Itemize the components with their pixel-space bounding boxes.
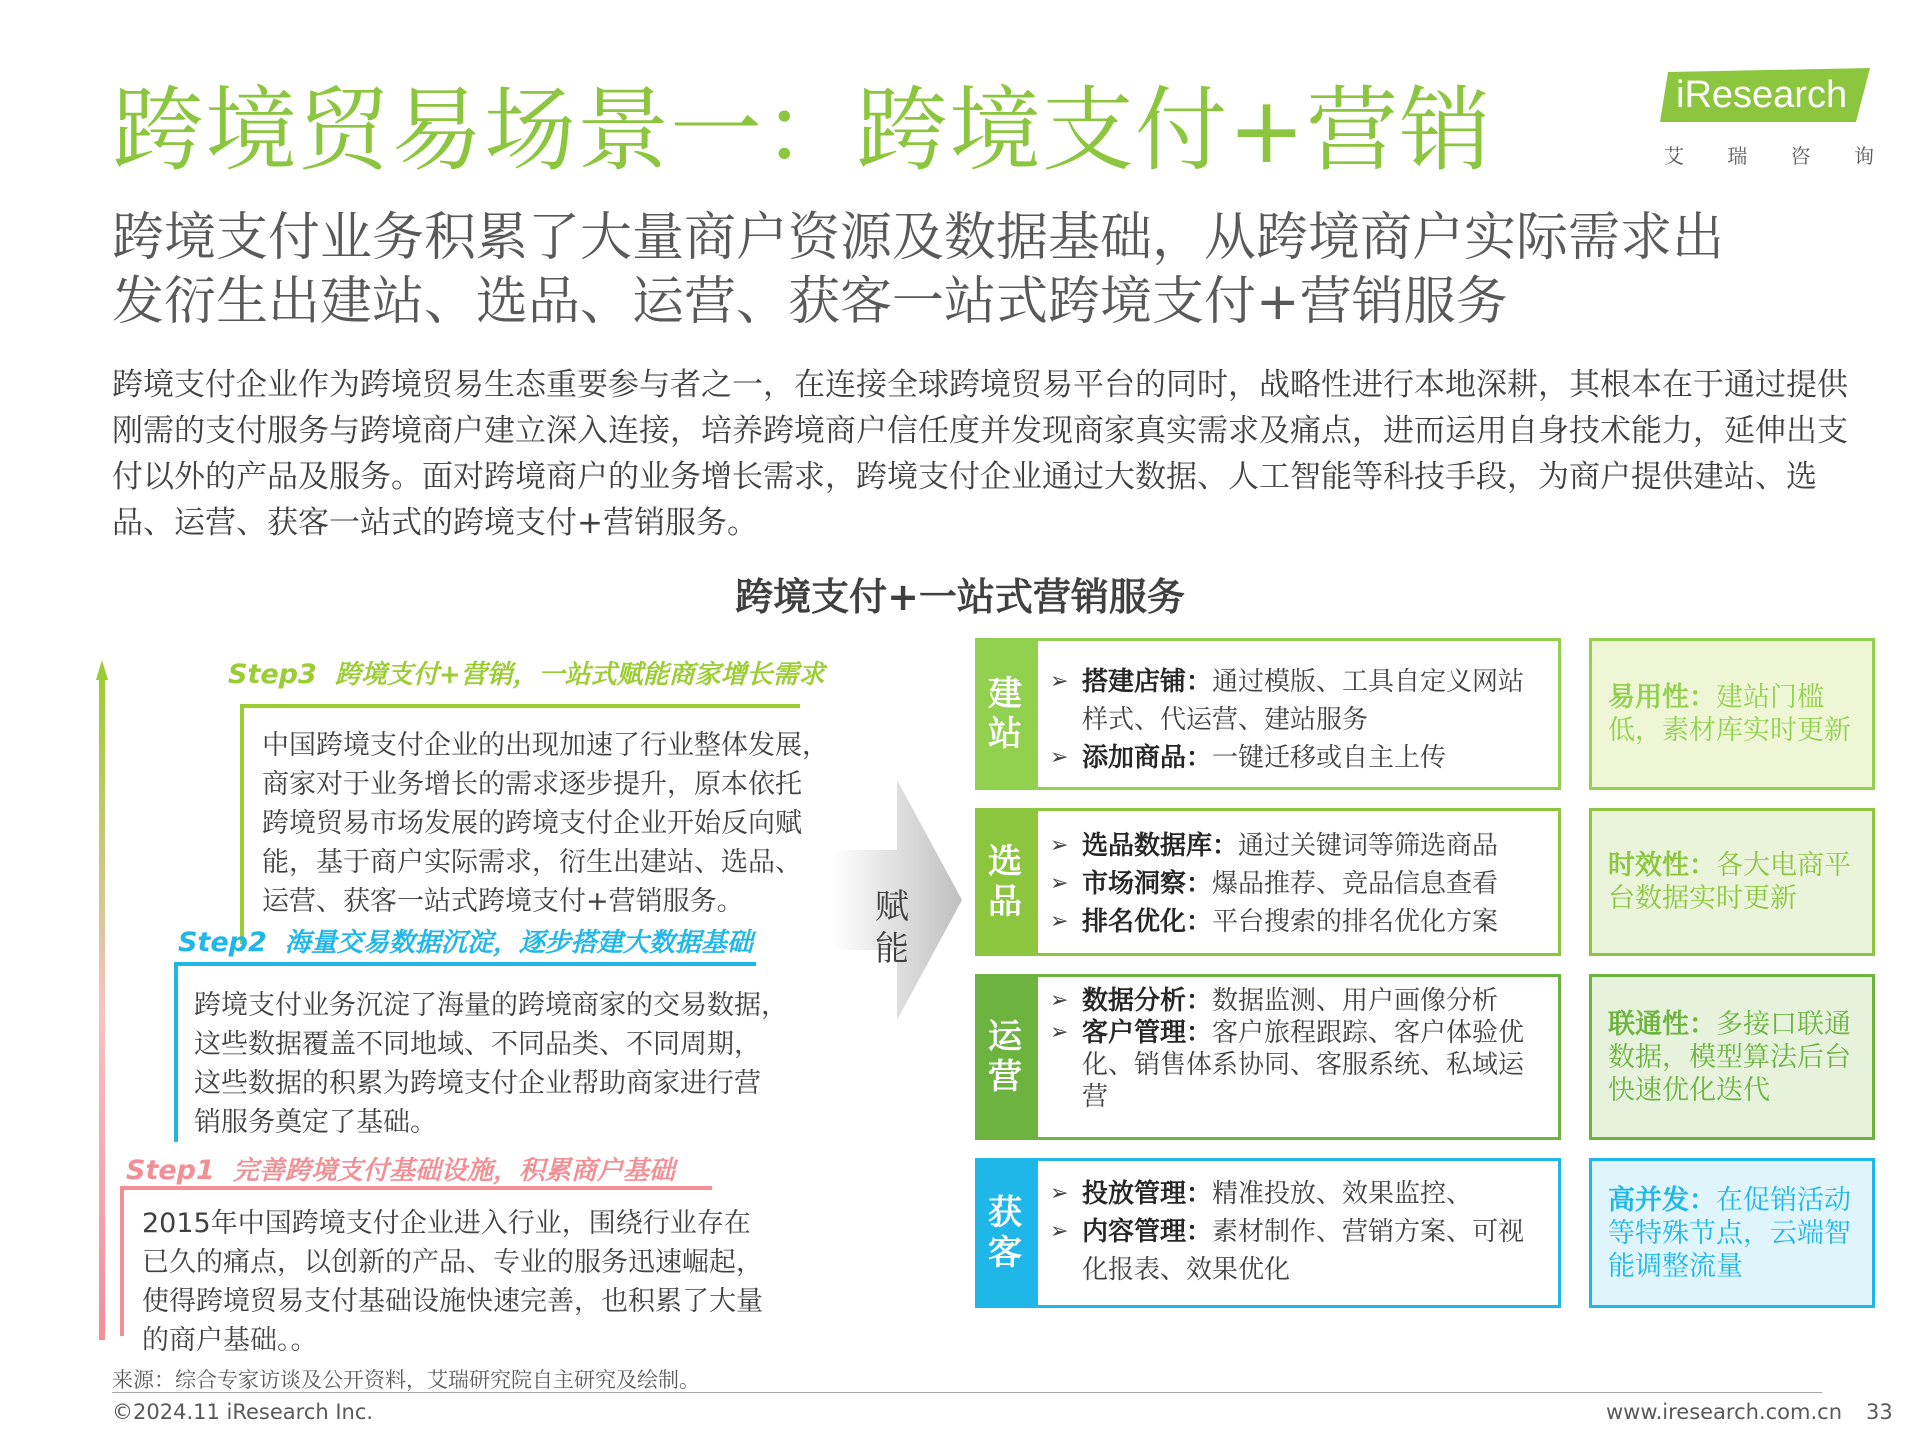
diagram-title: 跨境支付+一站式营销服务 (735, 575, 1185, 619)
category-label: 建 站 (975, 638, 1035, 790)
category-label: 选 品 (975, 808, 1035, 956)
website-link[interactable]: www.iresearch.com.cn (1606, 1400, 1843, 1424)
step3-rule (240, 704, 800, 708)
feature-list (1035, 974, 1561, 1140)
feature-list (1035, 638, 1561, 790)
feature-list (1035, 808, 1561, 956)
page-title: 跨境贸易场景一：跨境支付+营销 (112, 77, 1493, 184)
list-item: ➢ 市场洞察：爆品推荐、竞品信息查看 (1050, 865, 1548, 903)
chevron-right-icon: ➢ (1050, 833, 1069, 858)
source-note: 来源：综合专家访谈及公开资料，艾瑞研究院自主研究及绘制。 (112, 1368, 700, 1392)
benefit-box: 易用性：建站门槛低，素材库实时更新 (1589, 638, 1875, 790)
row-acquire-customer (975, 1158, 1875, 1308)
step2-rule (176, 962, 756, 966)
list-item: ➢ 添加商品：一键迁移或自主上传 (1050, 739, 1548, 777)
benefit-box: 高并发：在促销活动等特殊节点，云端智能调整流量 (1589, 1158, 1875, 1308)
step1-label: Step1 完善跨境支付基础设施，积累商户基础 (126, 1155, 675, 1186)
row-build-site (975, 638, 1875, 790)
chevron-right-icon: ➢ (1050, 1020, 1069, 1045)
list-item: ➢ 搭建店铺：通过模版、工具自定义网站样式、代运营、建站服务 (1050, 663, 1548, 739)
benefit-box: 联通性：多接口联通数据，模型算法后台快速优化迭代 (1589, 974, 1875, 1140)
step2-text: 跨境支付业务沉淀了海量的跨境商家的交易数据， 这些数据覆盖不同地域、不同品类、不同周期， 这些数据的积累为跨境支付企业帮助商家进行营 销服务奠定了基础。 (194, 990, 788, 1138)
step3-side-rule (240, 704, 244, 944)
logo-subtitle: 艾 瑞 咨 询 (1664, 144, 1874, 168)
chevron-right-icon: ➢ (1050, 988, 1069, 1013)
chevron-right-icon: ➢ (1050, 871, 1069, 896)
row-operation (975, 974, 1875, 1140)
list-item: ➢ 投放管理：精准投放、效果监控、 (1050, 1175, 1548, 1213)
list-item: ➢ 数据分析：数据监测、用户画像分析 (1050, 986, 1499, 1016)
footer-divider (112, 1392, 1822, 1393)
category-label: 运 营 (975, 974, 1035, 1140)
growth-arrow (96, 660, 108, 1340)
feature-list (1035, 1158, 1561, 1308)
step1-rule (122, 1186, 712, 1190)
step2-side-rule (174, 962, 178, 1142)
category-label: 获 客 (975, 1158, 1035, 1308)
page-subtitle: 跨境支付业务积累了大量商户资源及数据基础，从跨境商户实际需求出 发衍生出建站、选品、运营、获客一站式跨境支付+营销服务 (112, 208, 1725, 332)
page-number: 33 (1866, 1400, 1893, 1424)
chevron-right-icon: ➢ (1050, 1181, 1069, 1206)
list-item: ➢ 内容管理：素材制作、营销方案、可视化报表、效果优化 (1050, 1213, 1548, 1289)
chevron-right-icon: ➢ (1050, 669, 1069, 694)
benefit-box: 时效性：各大电商平台数据实时更新 (1589, 808, 1875, 956)
step1-side-rule (120, 1186, 124, 1336)
logo-text: iResearch (1676, 74, 1848, 116)
step1-text: 2015年中国跨境支付企业进入行业，围绕行业存在 已久的痛点，以创新的产品、专业的服务迅速崛起， 使得跨境贸易支付基础设施快速完善，也积累了大量 的商户基础。。 (142, 1208, 763, 1356)
chevron-right-icon: ➢ (1050, 745, 1069, 770)
step3-label: Step3 跨境支付+营销，一站式赋能商家增长需求 (228, 659, 825, 690)
step3-text: 中国跨境支付企业的出现加速了行业整体发展， 商家对于业务增长的需求逐步提升，原本依托 跨境贸易市场发展的跨境支付企业开始反向赋 能，基于商户实际需求，衍生出建站、选品、 运营、获客一站式跨境支付+营销服务。 (262, 730, 829, 917)
list-item: ➢ 排名优化：平台搜索的排名优化方案 (1050, 903, 1548, 941)
chevron-right-icon: ➢ (1050, 1219, 1069, 1244)
copyright: ©2024.11 iResearch Inc. (112, 1400, 374, 1424)
step2-label: Step2 海量交易数据沉淀，逐步搭建大数据基础 (178, 927, 753, 958)
iresearch-logo (1650, 60, 1880, 170)
list-item: ➢ 客户管理：客户旅程跟踪、客户体验优化、销售体系协同、客服系统、私域运营 (1050, 1018, 1525, 1112)
chevron-right-icon: ➢ (1050, 909, 1069, 934)
list-item: ➢ 选品数据库：通过关键词等筛选商品 (1050, 827, 1548, 865)
row-select-product (975, 808, 1875, 956)
intro-paragraph: 跨境支付企业作为跨境贸易生态重要参与者之一，在连接全球跨境贸易平台的同时，战略性进行本地深耕，其根本在于通过提供刚需的支付服务与跨境商户建立深入连接，培养跨境商户信任度并发现商家真实需求及痛点，进而运用自身技术能力，延伸出支付以外的产品及服务。面对跨境商户的业务增长需求，跨境支付企业通过大数据、人工智能等科技手段，为商户提供建站、选品、运营、获客一站式的跨境支付+营销服务。 (112, 367, 1848, 541)
empower-label: 赋能 (875, 887, 909, 969)
